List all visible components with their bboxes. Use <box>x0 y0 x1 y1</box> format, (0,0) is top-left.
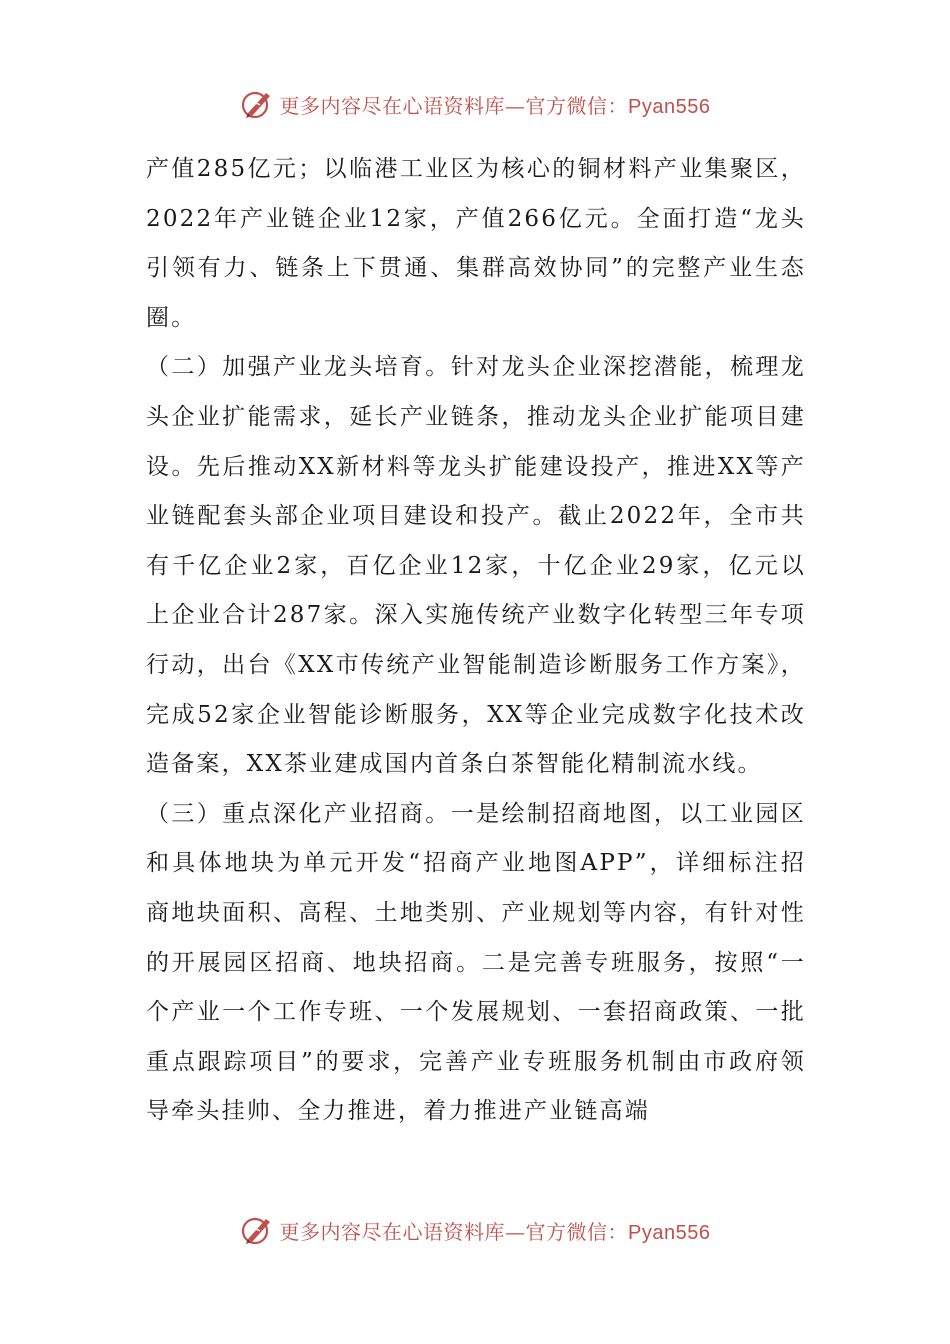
wechat-id: Pyan556 <box>628 95 711 118</box>
footer-banner <box>0 1210 950 1250</box>
pen-logo-icon <box>240 1213 274 1247</box>
banner-text: 更多内容尽在心语资料库—官方微信：Pyan556 <box>279 1219 711 1244</box>
paragraph-leading-enterprises: （二）加强产业龙头培育。针对龙头企业深挖潜能，梳理龙头企业扩能需求，延长产业链条，推动龙头企业扩能项目建设。先后推动XX新材料等龙头扩能建设投产，推进XX等产业链配套头部企业项目建设和投产。截止2022年，全市共有千亿企业2家，百亿企业12家，十亿企业29家，亿元以上企业合计287家。深入实施传统产业数字化转型三年专项行动，出台《XX市传统产业智能制造诊断服务工作方案》，完成52家企业智能诊断服务，XX等企业完成数字化技术改造备案，XX茶业建成国内首条白茶智能化精制流水线。 <box>146 354 806 778</box>
header-banner <box>0 84 950 124</box>
paragraph-investment-attraction: （三）重点深化产业招商。一是绘制招商地图，以工业园区和具体地块为单元开发“招商产业地图APP”，详细标注招商地块面积、高程、土地类别、产业规划等内容，有针对性的开展园区招商、地块招商。二是完善专班服务，按照“一个产业一个工作专班、一个发展规划、一套招商政策、一批重点跟踪项目”的要求，完善产业专班服务机制由市政府领导牵头挂帅、全力推进，着力推进产业链高端 <box>146 800 806 1125</box>
banner-text: 更多内容尽在心语资料库—官方微信：Pyan556 <box>279 93 711 118</box>
paragraph-industry-scale: 产值285亿元；以临港工业区为核心的铜材料产业集聚区，2022年产业链企业12家，产值266亿元。全面打造“龙头引领有力、链条上下贯通、集群高效协同”的完整产业生态圈。 <box>146 156 806 331</box>
wechat-id: Pyan556 <box>628 1221 711 1244</box>
document-body <box>146 145 806 1137</box>
pen-logo-icon <box>240 87 274 121</box>
